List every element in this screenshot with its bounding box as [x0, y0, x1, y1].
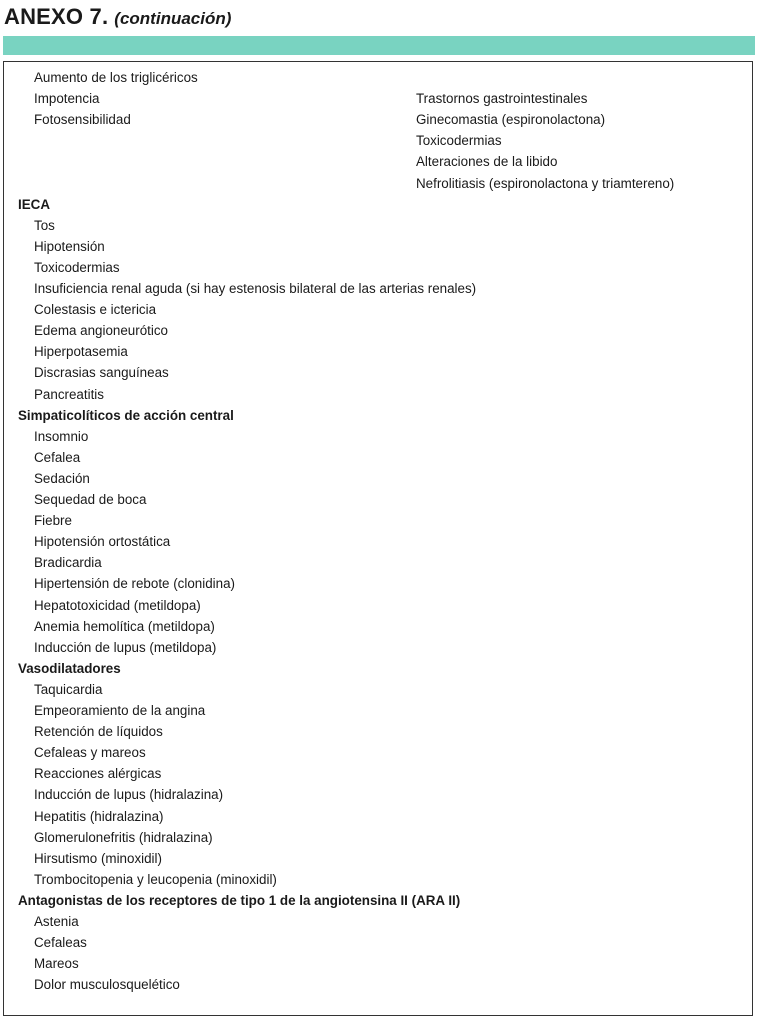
table-row: [4, 827, 752, 848]
section-heading: Simpaticolíticos de acción central: [18, 407, 234, 423]
table-row: [4, 468, 752, 489]
left-item: Inducción de lupus (metildopa): [34, 639, 217, 655]
table-row: [4, 109, 752, 130]
left-item: Fotosensibilidad: [34, 112, 131, 128]
section-heading-row: [4, 658, 752, 679]
left-item: Sedación: [34, 470, 90, 486]
left-item: Cefaleas y mareos: [34, 745, 146, 761]
left-item: Mareos: [34, 956, 79, 972]
table-row: [4, 700, 752, 721]
table-row: [4, 595, 752, 616]
left-item: Edema angioneurótico: [34, 323, 168, 339]
table-row: [4, 299, 752, 320]
left-item: Insuficiencia renal aguda (si hay estenosis bilateral de las arterias renales): [34, 281, 477, 296]
left-item: Hipertensión de rebote (clonidina): [34, 576, 235, 592]
table-row: [4, 151, 752, 172]
table-row: [4, 278, 752, 299]
table-row: [4, 763, 752, 784]
left-item: Hirsutismo (minoxidil): [34, 850, 162, 866]
left-item: Inducción de lupus (hidralazina): [34, 787, 224, 803]
table-row: [4, 320, 752, 341]
right-item: Nefrolitiasis (espironolactona y triamtereno): [416, 175, 675, 191]
left-item: Retención de líquidos: [34, 724, 163, 740]
table-row: [4, 130, 752, 151]
table-row: [4, 510, 752, 531]
table-row: [4, 932, 752, 953]
left-item: Colestasis e ictericia: [34, 302, 157, 318]
left-item: Aumento de los triglicéricos: [34, 70, 198, 85]
title-main: ANEXO 7.: [4, 4, 109, 29]
table-row: [4, 721, 752, 742]
left-item: Trombocitopenia y leucopenia (minoxidil): [34, 871, 277, 887]
table-row: [4, 806, 752, 827]
table-row: [4, 637, 752, 658]
left-item: Empeoramiento de la angina: [34, 703, 206, 718]
table-row: [4, 67, 752, 88]
table-row: [4, 573, 752, 594]
section-heading-row: [4, 405, 752, 426]
left-item: Glomerulonefritis (hidralazina): [34, 829, 213, 845]
right-item: Toxicodermias: [416, 133, 502, 149]
left-item: Hepatitis (hidralazina): [34, 808, 164, 824]
section-heading-row: [4, 890, 752, 911]
right-item: Alteraciones de la libido: [416, 154, 558, 170]
table-row: [4, 384, 752, 405]
page-title: [4, 3, 231, 31]
header-band: [3, 36, 755, 55]
table-row: [4, 616, 752, 637]
section-heading: IECA: [18, 196, 50, 212]
left-item: Bradicardia: [34, 555, 102, 571]
left-item: Astenia: [34, 914, 79, 929]
table-row: [4, 679, 752, 700]
table-row: [4, 236, 752, 257]
left-item: Dolor musculosquelético: [34, 977, 180, 993]
left-item: Hipotensión: [34, 238, 105, 254]
right-item: Ginecomastia (espironolactona): [416, 112, 606, 128]
table-row: [4, 531, 752, 552]
left-item: Reacciones alérgicas: [34, 766, 162, 782]
table-row: [4, 426, 752, 447]
left-item: Insomnio: [34, 428, 89, 444]
table-row: [4, 742, 752, 763]
left-item: Hepatotoxicidad (metildopa): [34, 597, 201, 613]
table-row: [4, 341, 752, 362]
left-item: Hipotensión ortostática: [34, 534, 171, 550]
left-item: Fiebre: [34, 513, 72, 529]
section-heading: Vasodilatadores: [18, 660, 121, 676]
table-row: [4, 88, 752, 109]
table-row: [4, 447, 752, 468]
table-row: [4, 362, 752, 383]
side-effects-table: [3, 61, 753, 1016]
table-row: [4, 911, 752, 932]
table-row: [4, 257, 752, 278]
section-heading: Antagonistas de los receptores de tipo 1 de la angiotensina II (ARA II): [18, 892, 461, 908]
table-row: [4, 784, 752, 805]
table-row: [4, 953, 752, 974]
left-item: Hiperpotasemia: [34, 344, 128, 360]
left-item: Anemia hemolítica (metildopa): [34, 618, 215, 634]
title-subtitle: (continuación): [114, 9, 232, 28]
left-item: Sequedad de boca: [34, 492, 147, 507]
left-item: Taquicardia: [34, 681, 103, 697]
table-row: [4, 215, 752, 236]
table-row: [4, 869, 752, 890]
left-item: Pancreatitis: [34, 386, 104, 402]
left-item: Toxicodermias: [34, 259, 120, 275]
left-item: Impotencia: [34, 91, 100, 107]
table-row: [4, 552, 752, 573]
section-heading-row: [4, 194, 752, 215]
table-row: [4, 974, 752, 995]
left-item: Cefalea: [34, 449, 81, 465]
table-row: [4, 489, 752, 510]
left-item: Cefaleas: [34, 935, 87, 951]
table-row: [4, 848, 752, 869]
left-item: Discrasias sanguíneas: [34, 365, 169, 381]
right-item: Trastornos gastrointestinales: [416, 91, 588, 107]
left-item: Tos: [34, 217, 55, 233]
table-row: [4, 173, 752, 194]
